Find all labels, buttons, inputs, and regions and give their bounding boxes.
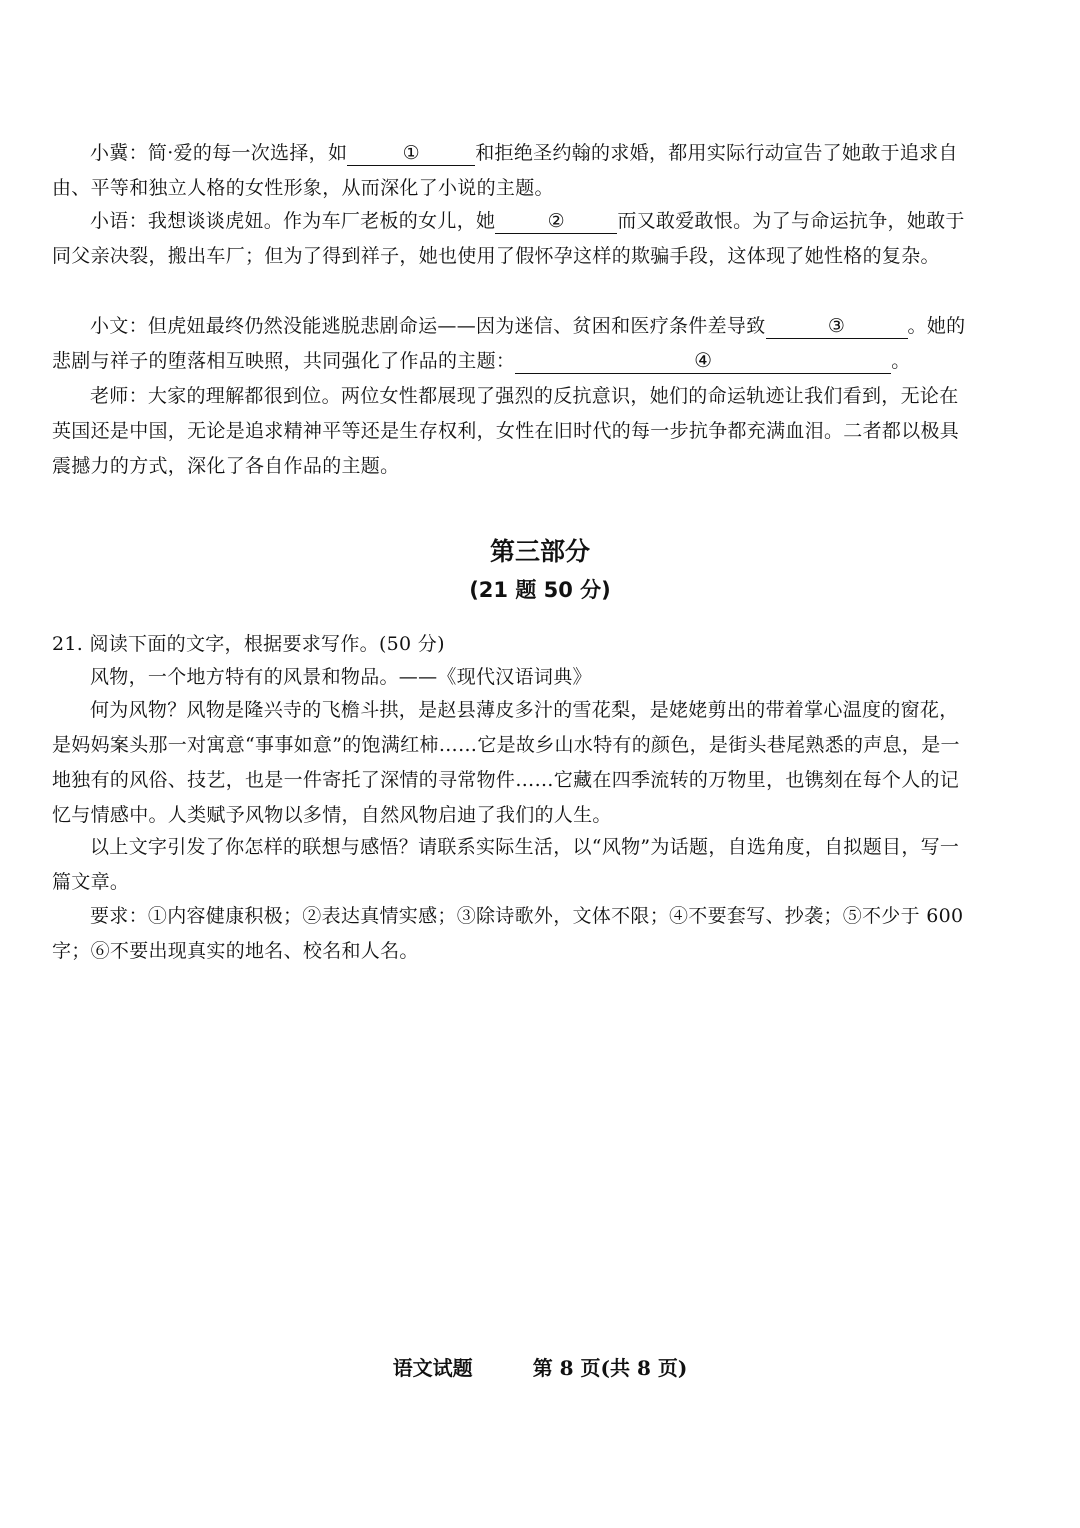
blank-1 <box>347 141 475 166</box>
page-footer <box>0 1352 1080 1381</box>
paragraph-xiaowen <box>52 309 967 379</box>
question-21-passage: 何为风物？风物是隆兴寺的飞檐斗拱，是赵县薄皮多汁的雪花梨，是姥姥剪出的带着掌心温度的窗花，是妈妈案头那一对寓意“事事如意”的饱满红柿……它是故乡山水特有的颜色，是街头巷尾熟悉的声息，是一地独有的风俗、技艺，也是一件寄托了深情的寻常物件……它藏在四季流转的万物里，也镌刻在每个人的记忆与情感中。人类赋予风物以多情，自然风物启迪了我们的人生。 <box>52 699 960 826</box>
blank-4-label: ④ <box>694 348 713 372</box>
blank-3 <box>766 314 908 339</box>
teacher-text: 老师：大家的理解都很到位。两位女性都展现了强烈的反抗意识，她们的命运轨迹让我们看到，无论在英国还是中国，无论是追求精神平等还是生存权利，女性在旧时代的每一步抗争都充满血泪。二者都以极具震撼力的方式，深化了各自作品的主题。 <box>52 385 960 477</box>
question-21-stem: 21. 阅读下面的文字，根据要求写作。(50 分) <box>52 633 445 655</box>
paragraph-xiaoji <box>52 136 967 206</box>
blank-3-label: ③ <box>827 315 846 337</box>
xiaowen-text-mid: 。她的悲剧与祥子的堕落相互映照，共同强化了作品的主题： <box>52 315 966 372</box>
footer-subject: 语文试题 <box>392 1356 473 1380</box>
blank-2 <box>495 209 617 234</box>
dictionary-quote: 风物，一个地方特有的风景和物品。——《现代汉语词典》 <box>90 666 592 688</box>
paragraph-xiaoyu <box>52 204 967 274</box>
xiaoyu-text-post: 而又敢爱敢恨。为了与命运抗争，她敢于同父亲决裂，搬出车厂；但为了得到祥子，她也使用了假怀孕这样的欺骗手段，这体现了她性格的复杂。 <box>52 210 965 267</box>
footer-page-number: 第 8 页(共 8 页) <box>532 1356 688 1380</box>
question-21-requirements: 要求：①内容健康积极；②表达真情实感；③除诗歌外，文体不限；④不要套写、抄袭；⑤不少于 600 字；⑥不要出现真实的地名、校名和人名。 <box>52 905 964 962</box>
section-subtitle: (21 题 50 分) <box>469 578 611 602</box>
xiaoji-text-post: 和拒绝圣约翰的求婚，都用实际行动宣告了她敢于追求自由、平等和独立人格的女性形象，从而深化了小说的主题。 <box>52 142 958 199</box>
xiaowen-text-end: 。 <box>891 350 911 372</box>
paragraph-teacher <box>52 379 967 484</box>
blank-2-label: ② <box>547 210 565 232</box>
blank-4 <box>515 348 891 374</box>
section-title: 第三部分 <box>489 537 590 566</box>
blank-1-label: ① <box>402 142 420 164</box>
question-21-prompt: 以上文字引发了你怎样的联想与感悟？请联系实际生活，以“风物”为话题，自选角度，自拟题目，写一篇文章。 <box>52 836 960 893</box>
xiaoji-text-pre: 小冀：简·爱的每一次选择，如 <box>90 142 348 164</box>
xiaoyu-text-pre: 小语：我想谈谈虎妞。作为车厂老板的女儿，她 <box>90 210 496 232</box>
xiaowen-text-pre: 小文：但虎妞最终仍然没能逃脱悲剧命运——因为迷信、贫困和医疗条件差导致 <box>90 315 766 337</box>
